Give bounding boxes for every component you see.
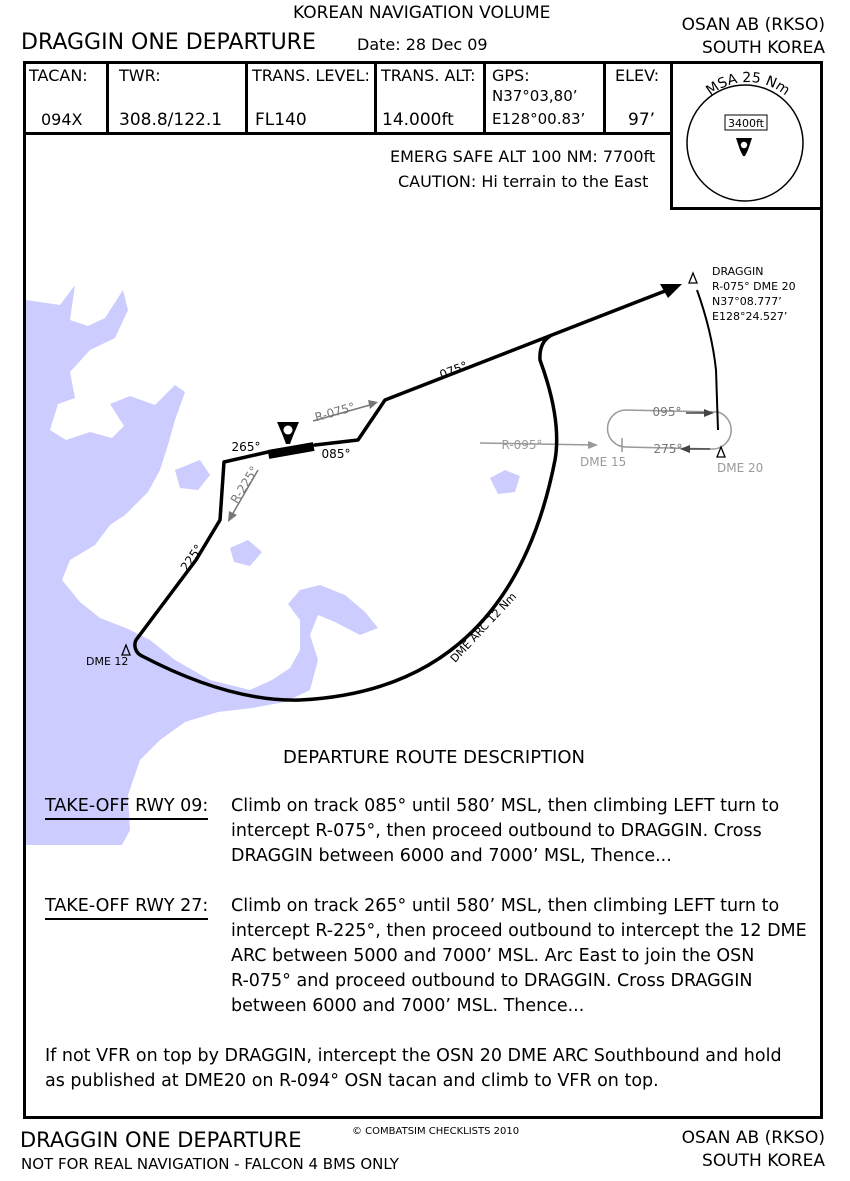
rwy27-line: Climb on track 265° until 580’ MSL, then climbing LEFT turn to bbox=[231, 896, 780, 916]
hold-275-label: 275° bbox=[653, 442, 683, 456]
airport-country: SOUTH KOREA bbox=[702, 38, 825, 58]
caution-note: CAUTION: Hi terrain to the East bbox=[398, 172, 649, 191]
emerg-safe-alt: EMERG SAFE ALT 100 NM: 7700ft bbox=[390, 147, 656, 166]
airport-tacan-icon bbox=[277, 422, 299, 444]
track-075-label: 075° bbox=[437, 358, 470, 382]
page-title: DRAGGIN ONE DEPARTURE bbox=[21, 30, 316, 55]
rwy09-label: TAKE-OFF RWY 09: bbox=[45, 794, 208, 819]
runway bbox=[268, 442, 315, 459]
route-rwy27-arc bbox=[135, 336, 557, 700]
trans-level-value: FL140 bbox=[255, 110, 307, 130]
info-separator bbox=[483, 61, 486, 134]
footer-title: DRAGGIN ONE DEPARTURE bbox=[20, 1128, 302, 1152]
arrow-icon bbox=[368, 400, 378, 409]
draggin-lon: E128°24.527’ bbox=[712, 310, 788, 323]
twr-label: TWR: bbox=[119, 66, 161, 85]
description-heading: DEPARTURE ROUTE DESCRIPTION bbox=[283, 747, 585, 768]
rwy27-label: TAKE-OFF RWY 27: bbox=[45, 894, 208, 919]
draggin-lat: N37°08.777’ bbox=[712, 295, 782, 308]
rwy09-line: Climb on track 085° until 580’ MSL, then climbing LEFT turn to bbox=[231, 796, 780, 816]
rwy09-line: intercept R-075°, then proceed outbound to DRAGGIN. Cross bbox=[231, 821, 762, 841]
dme15-label: DME 15 bbox=[580, 455, 627, 469]
info-separator bbox=[603, 61, 606, 134]
route-map bbox=[26, 135, 820, 845]
arrow-icon bbox=[704, 409, 714, 417]
arrow-icon bbox=[588, 441, 598, 449]
elev-value: 97’ bbox=[628, 110, 656, 130]
rwy27-line: R-075° and proceed outbound to DRAGGIN. Cross DRAGGIN bbox=[231, 971, 753, 991]
twr-value: 308.8/122.1 bbox=[119, 110, 223, 130]
elev-label: ELEV: bbox=[615, 66, 660, 85]
route-rwy09 bbox=[315, 291, 665, 445]
volume-title: KOREAN NAVIGATION VOLUME bbox=[293, 3, 551, 23]
draggin-fix-icon bbox=[689, 273, 697, 283]
rwy09-description bbox=[231, 794, 779, 869]
departure-route bbox=[135, 291, 665, 700]
footer-airport: OSAN AB (RKSO) bbox=[681, 1128, 825, 1148]
gps-longitude: E128°00.83’ bbox=[492, 110, 586, 128]
chart-date: Date: 28 Dec 09 bbox=[357, 35, 488, 54]
tacan-value: 094X bbox=[41, 110, 83, 129]
draggin-radial: R-075° DME 20 bbox=[712, 280, 796, 293]
rwy27-description bbox=[231, 894, 807, 1019]
footer-disclaimer: NOT FOR REAL NAVIGATION - FALCON 4 BMS ONLY bbox=[21, 1155, 399, 1173]
draggin-name: DRAGGIN bbox=[712, 265, 764, 278]
msa-label: MSA 25 Nm bbox=[703, 69, 793, 99]
info-separator bbox=[245, 61, 248, 134]
rwy09-line: DRAGGIN between 6000 and 7000’ MSL, Thence... bbox=[231, 846, 672, 866]
trans-level-label: TRANS. LEVEL: bbox=[252, 66, 370, 85]
track-265-label: 265° bbox=[231, 440, 261, 454]
vfr-line: as published at DME20 on R-094° OSN tacan and climb to VFR on top. bbox=[45, 1071, 659, 1091]
vfr-line: If not VFR on top by DRAGGIN, intercept the OSN 20 DME ARC Southbound and hold bbox=[45, 1046, 782, 1066]
gps-latitude: N37°03,80’ bbox=[492, 87, 578, 105]
rwy27-line: ARC between 5000 and 7000’ MSL. Arc East to join the OSN bbox=[231, 946, 755, 966]
footer-country: SOUTH KOREA bbox=[702, 1151, 825, 1171]
trans-alt-value: 14.000ft bbox=[382, 110, 454, 130]
hold-095-label: 095° bbox=[652, 405, 682, 419]
track-225-label: 225° bbox=[177, 541, 206, 574]
dme20-label: DME 20 bbox=[717, 461, 764, 475]
info-separator bbox=[374, 61, 377, 134]
radial-225-label: R-225° bbox=[227, 463, 262, 507]
dme12-label: DME 12 bbox=[86, 655, 129, 668]
vfr-note bbox=[45, 1044, 782, 1094]
track-085-label: 085° bbox=[321, 447, 351, 461]
info-separator bbox=[106, 61, 109, 134]
footer-copyright: © COMBATSIM CHECKLISTS 2010 bbox=[352, 1126, 520, 1137]
dme-arc-label: DME ARC 12 Nm bbox=[447, 590, 520, 666]
radial-075-label: R-075° bbox=[313, 399, 357, 425]
tacan-label: TACAN: bbox=[29, 66, 88, 85]
msa-altitude: 3400ft bbox=[728, 117, 764, 130]
gps-label: GPS: bbox=[492, 66, 530, 85]
rwy27-line: between 6000 and 7000’ MSL. Thence... bbox=[231, 996, 585, 1016]
airport-name: OSAN AB (RKSO) bbox=[681, 15, 825, 35]
rwy27-line: intercept R-225°, then proceed outbound to intercept the 12 DME bbox=[231, 921, 807, 941]
trans-alt-label: TRANS. ALT: bbox=[381, 66, 476, 85]
radial-095-label: R-095° bbox=[501, 438, 543, 452]
